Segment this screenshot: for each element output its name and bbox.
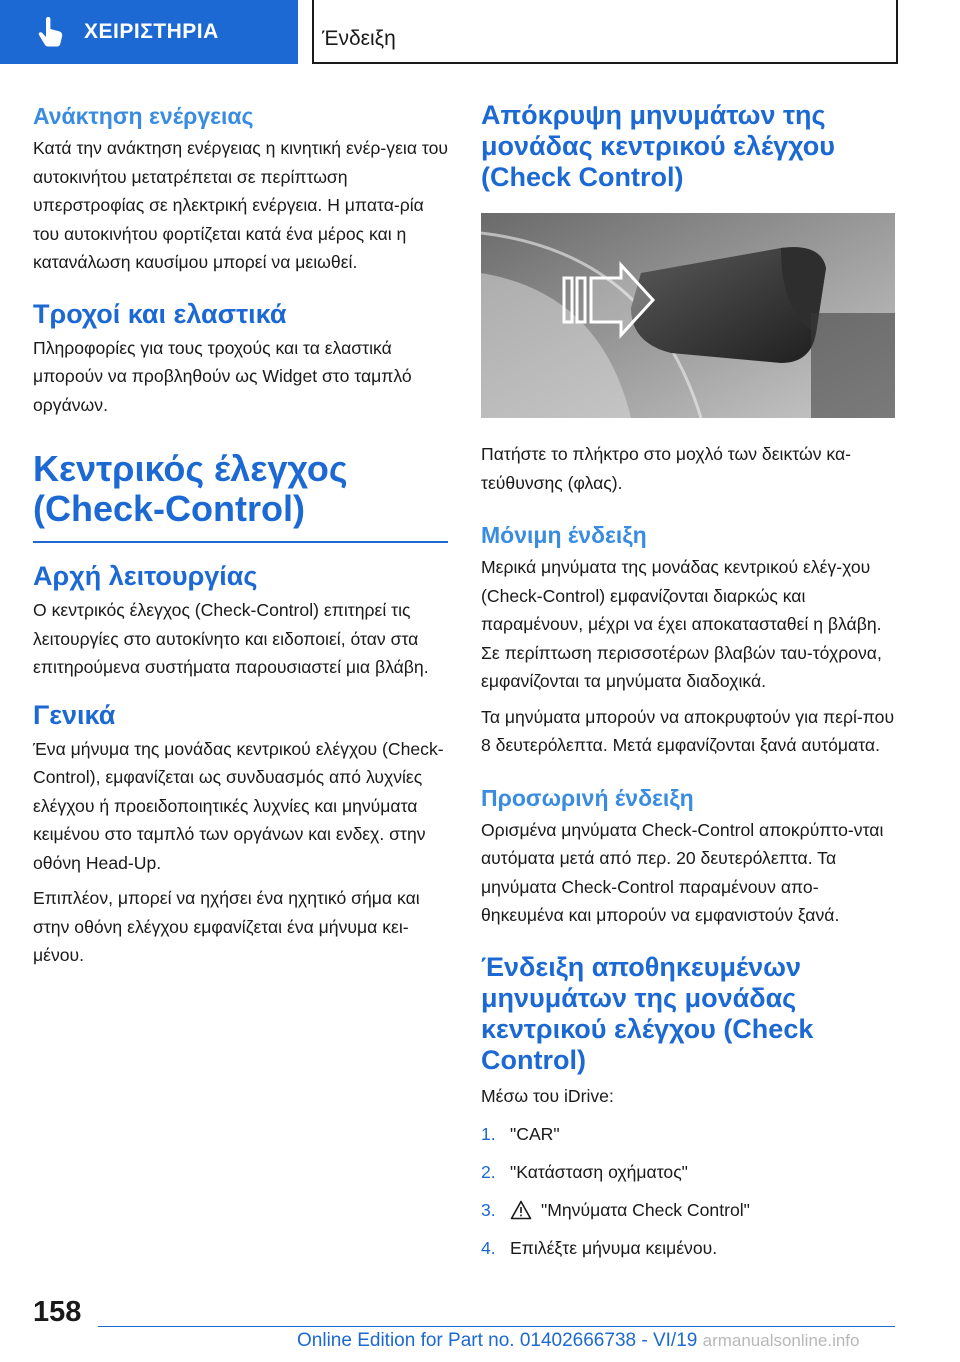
- heading-principle: Αρχή λειτουργίας: [33, 561, 258, 591]
- footer-watermark: armanualsonline.info: [702, 1331, 860, 1350]
- text-via-idrive: Μέσω του iDrive:: [481, 1085, 614, 1106]
- footer-divider: [98, 1326, 895, 1327]
- header-subsection-frame: [312, 0, 898, 64]
- step-text: "CAR": [510, 1124, 560, 1144]
- step-number: 2.: [481, 1162, 496, 1182]
- pointing-hand-icon: [38, 17, 64, 47]
- text-general-1: Ένα μήνυμα της μονάδας κεντρικού ελέγχου (Check-Control), εμφανίζεται ως συνδυασμός από λυχνίες ελέγχου ή προειδοποιητικές λυχνίες και μηνύματα κειμένου στο ταμπλό των οργάνων και ενδεχ. στην οθόνη Head-Up.: [33, 738, 444, 873]
- page-number: 158: [33, 1296, 82, 1328]
- heading-energy-recovery: Ανάκτηση ενέργειας: [33, 103, 254, 129]
- footer-edition: [297, 1330, 860, 1352]
- text-temporary: Ορισμένα μηνύματα Check-Control αποκρύπτο-νται αυτόματα μετά από περ. 20 δευτερόλεπτα. Τα μηνύματα Check-Control παραμένουν απο-θηκευμένα και μπορούν να εμφανιστούν ξανά.: [481, 819, 884, 925]
- header-subsection-label: Ένδειξη: [322, 27, 396, 50]
- text-permanent-2: Τα μηνύματα μπορούν να αποκρυφτούν για περί-που 8 δευτερόλεπτα. Μετά εμφανίζονται ξανά αυτόματα.: [481, 706, 895, 755]
- step-text: "Μηνύματα Check Control": [541, 1200, 750, 1220]
- footer-edition-text: Online Edition for Part no. 01402666738 - VI/19: [297, 1330, 698, 1351]
- text-general-2: Επιπλέον, μπορεί να ηχήσει ένα ηχητικό σήμα και στην οθόνη ελέγχου εμφανίζεται ένα μήνυμα κει-μένου.: [33, 888, 420, 965]
- left-column: [33, 100, 448, 970]
- text-permanent-1: Μερικά μηνύματα της μονάδας κεντρικού ελέγ-χου (Check-Control) εμφανίζονται διαρκώς και παραμένουν, μέχρι να έχει αποκατασταθεί η βλάβη. Σε περίπτωση περισσοτέρων βλαβών ταυ-τόχρονα, εμφανίζονται τα μηνύματα διαδοχικά.: [481, 557, 882, 691]
- heading-permanent-display: Μόνιμη ένδειξη: [481, 522, 647, 548]
- text-wheels-tires: Πληροφορίες για τους τροχούς και τα ελαστικά μπορούν να προβληθούν ως Widget στο ταμπλό οργάνων.: [33, 337, 412, 415]
- header-section-tab: [0, 0, 298, 64]
- step-text: "Κατάσταση οχήματος": [510, 1162, 688, 1182]
- heading-hide-messages: Απόκρυψη μηνυμάτων της μονάδας κεντρικού ελέγχου (Check Control): [481, 100, 835, 192]
- step-number: 3.: [481, 1200, 496, 1220]
- list-item: [481, 1120, 895, 1148]
- turn-signal-lever-image: [481, 213, 895, 418]
- section-divider: [33, 541, 448, 543]
- text-energy-recovery: Κατά την ανάκτηση ενέργειας η κινητική ενέρ-γεια του αυτοκινήτου μετατρέπεται σε περίπτωση υπερστροφίας σε ηλεκτρική ενέργεια. Η μπατα-ρία του αυτοκινήτου φορτίζεται κατά ένα μέρος και η κατανάλωση καυσίμου μπορεί να μειωθεί.: [33, 138, 449, 272]
- right-column: [481, 100, 895, 1272]
- text-hide-messages: Πατήστε το πλήκτρο στο μοχλό των δεικτών κα-τεύθυνσης (φλας).: [481, 444, 851, 493]
- list-item: [481, 1158, 895, 1186]
- step-number: 1.: [481, 1124, 496, 1144]
- heading-temporary-display: Προσωρινή ένδειξη: [481, 784, 694, 811]
- text-principle: Ο κεντρικός έλεγχος (Check-Control) επιτηρεί τις λειτουργίες στο αυτοκίνητο και ειδοποιεί, όταν στα επιτηρούμενα συστήματα παρουσιαστεί μια βλάβη.: [33, 600, 429, 677]
- heading-stored-messages: Ένδειξη αποθηκευμένων μηνυμάτων της μονάδας κεντρικού ελέγχου (Check Control): [481, 951, 814, 1075]
- heading-general: Γενικά: [33, 699, 116, 730]
- step-text: Επιλέξτε μήνυμα κειμένου.: [510, 1238, 718, 1258]
- list-item: [481, 1234, 895, 1262]
- heading-wheels-tires: Τροχοί και ελαστικά: [33, 298, 287, 329]
- list-item: [481, 1196, 895, 1224]
- idrive-steps-list: [481, 1120, 895, 1262]
- warning-triangle-icon: [510, 1200, 532, 1220]
- header-section-label: ΧΕΙΡΙΣΤΗΡΙΑ: [84, 20, 219, 43]
- step-number: 4.: [481, 1238, 496, 1258]
- heading-check-control: Κεντρικός έλεγχος (Check-Control): [33, 448, 348, 529]
